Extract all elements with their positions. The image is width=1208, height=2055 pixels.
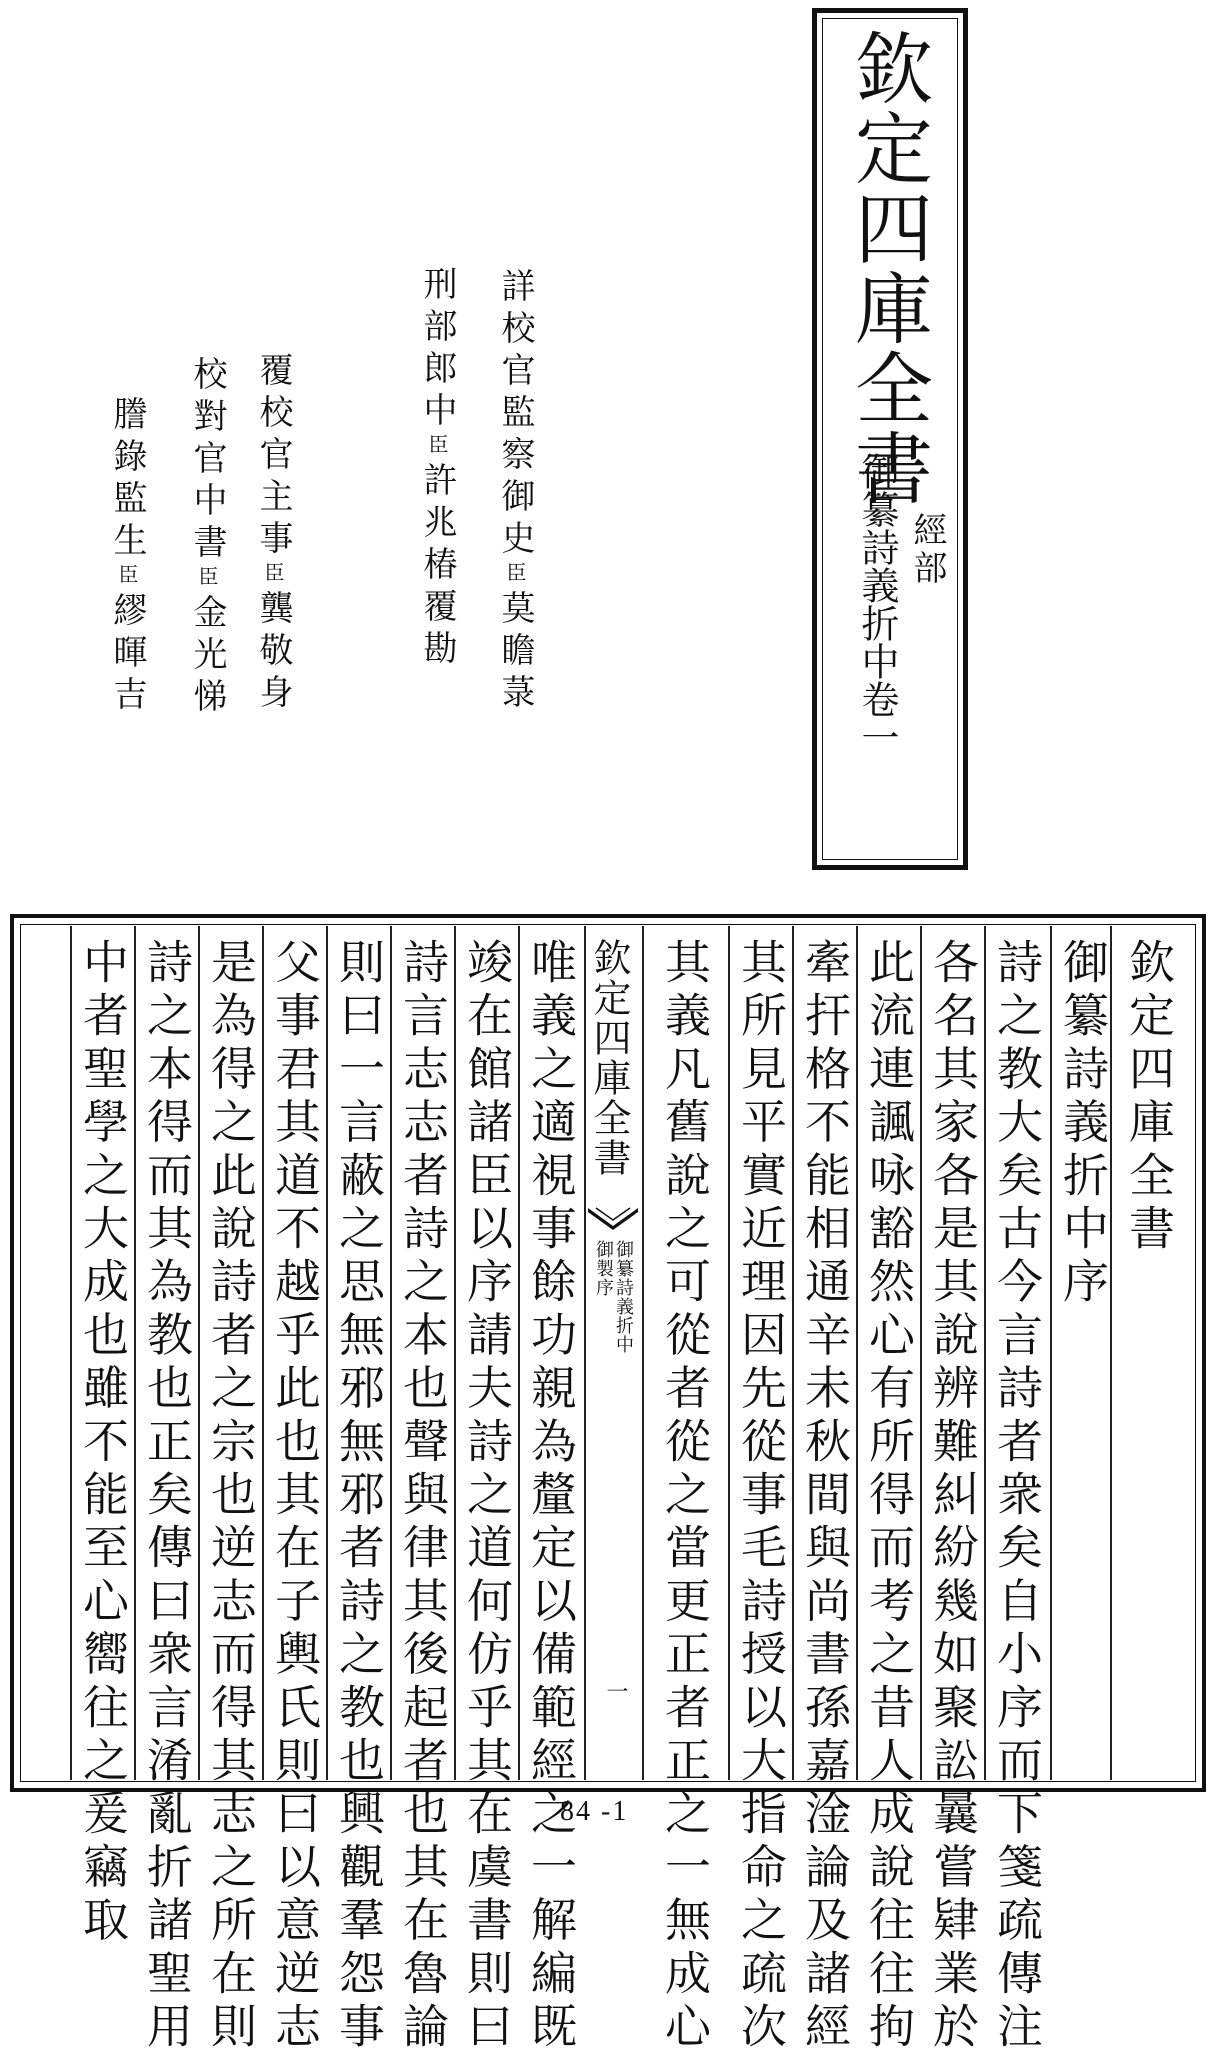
column-rule <box>70 926 72 1780</box>
column-rule <box>1110 926 1112 1780</box>
column-rule <box>920 926 922 1780</box>
column-rule <box>1050 926 1052 1780</box>
text-column: 詩之本得而其為教也正矣傳曰衆言淆亂折諸聖用 <box>140 938 194 2055</box>
colophon-line <box>107 396 147 718</box>
colophon-rank: 臣 <box>425 434 449 462</box>
text-column: 詩言志志者詩之本也聲與律其後起者也其在魯論 <box>396 938 450 2055</box>
column-rule <box>984 926 986 1780</box>
strip-book-title: 御纂詩義折中 <box>613 1240 634 1354</box>
colophon-rank: 臣 <box>261 562 285 590</box>
text-column: 則曰一言蔽之思無邪無邪者詩之教也興觀羣怨事 <box>332 938 386 2055</box>
text-column: 其所見平實近理因先從事毛詩授以大指命之疏次 <box>734 938 788 2055</box>
text-column: 各名其家各是其說辨難糾紛幾如聚訟曩嘗肄業於 <box>926 938 980 2055</box>
text-column: 其義凡舊說之可從者從之當更正者正之一無成心 <box>658 938 712 2055</box>
colophon-name: 龔敬身 <box>253 590 293 716</box>
fish-tail-icon <box>588 1206 638 1230</box>
column-rule <box>856 926 858 1780</box>
column-rule <box>518 926 520 1780</box>
preface-collection-title: 欽定四庫全書 <box>1122 938 1176 1258</box>
colophon-line <box>417 266 457 672</box>
colophon-title: 詳校官監察御史 <box>495 268 535 562</box>
text-column: 此流連諷咏豁然心有所得而考之昔人成說往往拘 <box>862 938 916 2055</box>
text-column: 中者聖學之大成也雖不能至心嚮往之爰竊取 <box>76 938 130 1949</box>
column-rule <box>326 926 328 1780</box>
colophon-name: 許兆椿覆勘 <box>417 462 457 672</box>
colophon-line <box>187 356 227 720</box>
strip-collection-title: 欽定四庫全書 <box>587 938 631 1178</box>
text-column: 是為得之此說詩者之宗也逆志而得其志之所在則 <box>204 938 258 2055</box>
colophon-title: 校對官中書 <box>187 356 227 566</box>
colophon-rank: 臣 <box>195 566 219 594</box>
column-rule <box>198 926 200 1780</box>
column-rule <box>262 926 264 1780</box>
colophon-title: 謄錄監生 <box>107 396 147 564</box>
preface-title: 御纂詩義折中序 <box>1056 938 1110 1311</box>
colophon-title: 刑部郎中 <box>417 266 457 434</box>
column-rule <box>390 926 392 1780</box>
column-rule <box>728 926 730 1780</box>
colophon-rank: 臣 <box>115 564 139 592</box>
text-column: 唯義之適視事餘功親為釐定以備範經之一解編既 <box>524 938 578 2055</box>
strip-leaf-number: 一 <box>603 1680 628 1702</box>
collection-title: 欽定四庫全書 <box>842 28 932 508</box>
text-column: 父事君其道不越乎此也其在子輿氏則曰以意逆志 <box>268 938 322 2055</box>
colophon-line <box>253 352 293 716</box>
strip-section-title: 御製序 <box>593 1240 614 1297</box>
colophon-rank: 臣 <box>503 562 527 590</box>
colophon-name: 金光悌 <box>187 594 227 720</box>
colophon-name: 莫瞻菉 <box>495 590 535 716</box>
column-rule <box>454 926 456 1780</box>
colophon-line <box>495 268 535 716</box>
column-rule <box>642 926 644 1780</box>
column-rule <box>134 926 136 1780</box>
column-rule <box>792 926 794 1780</box>
text-column: 竣在館諸臣以序請夫詩之道何仿乎其在虞書則曰 <box>460 938 514 2055</box>
category-label: 經部 <box>907 512 947 588</box>
text-column: 牽扞格不能相通辛未秋間與尚書孫嘉淦論及諸經 <box>798 938 852 2055</box>
page-number: 84 -1 <box>560 1796 629 1827</box>
colophon-title: 覆校官主事 <box>253 352 293 562</box>
text-column: 詩之教大矣古今言詩者衆矣自小序而下箋疏傳注 <box>990 938 1044 2055</box>
book-volume-title: 御纂詩義折中卷一 <box>855 452 899 756</box>
colophon-name: 繆暉吉 <box>107 592 147 718</box>
